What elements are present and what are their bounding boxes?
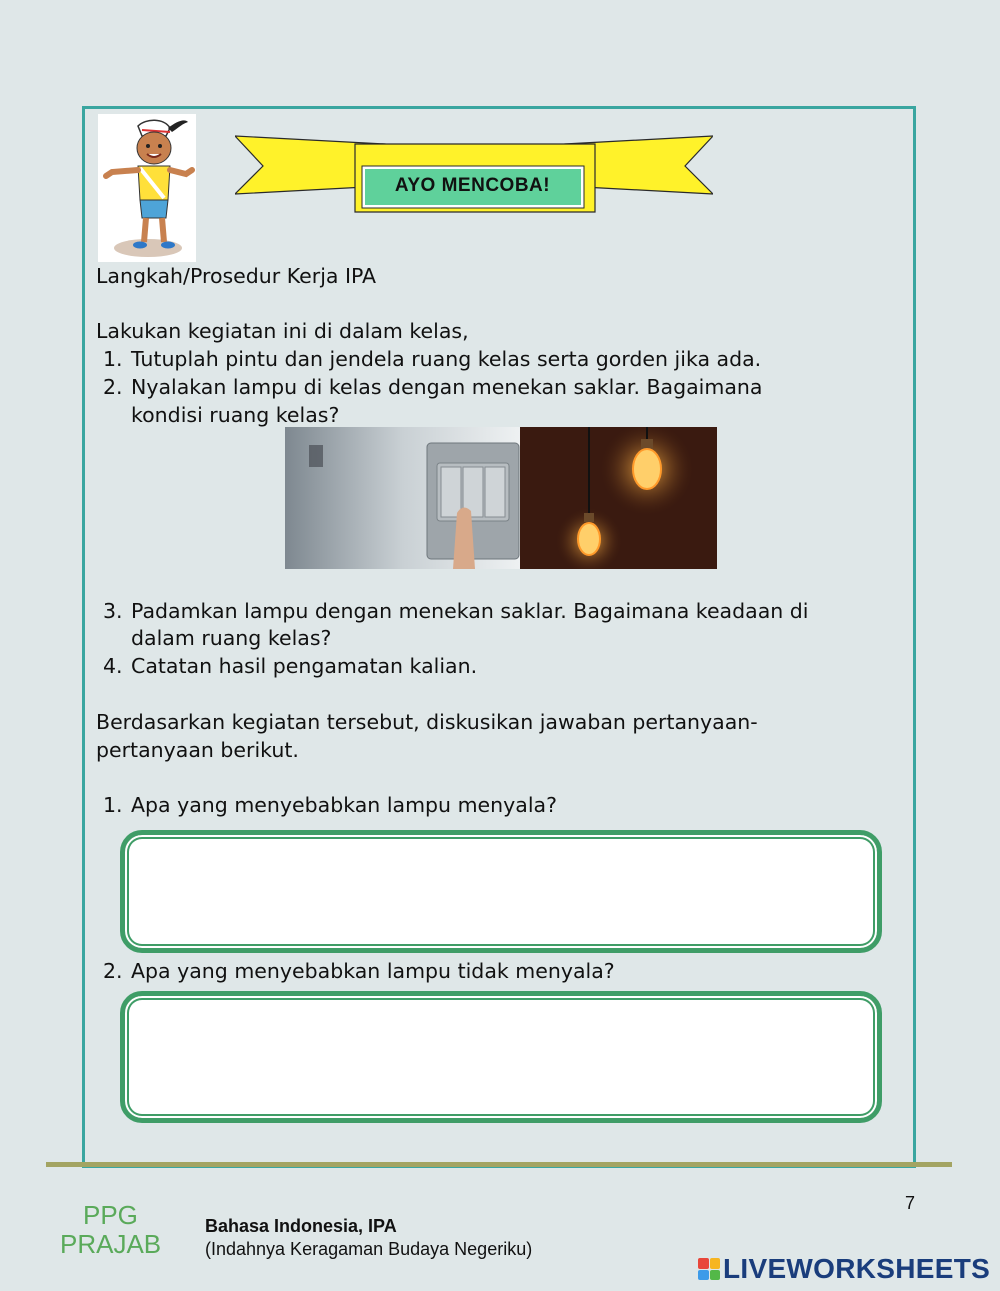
step-number: 3. — [103, 599, 123, 623]
liveworksheets-mark-icon — [698, 1258, 720, 1280]
liveworksheets-logo[interactable] — [698, 1253, 990, 1285]
intro-text: Lakukan kegiatan ini di dalam kelas, — [96, 319, 469, 343]
subject-label: Bahasa Indonesia, IPA — [205, 1216, 397, 1236]
banner-label: AYO MENCOBA! — [394, 175, 551, 196]
mascot-illustration — [98, 114, 196, 262]
theme-label: (Indahnya Keragaman Budaya Negeriku) — [205, 1239, 533, 1259]
footer-divider — [46, 1162, 952, 1167]
page-number: 7 — [905, 1193, 916, 1213]
question-text: Apa yang menyebabkan lampu tidak menyala? — [131, 959, 615, 983]
step-number: 4. — [103, 654, 123, 678]
step-text: Tutuplah pintu dan jendela ruang kelas serta gorden jika ada. — [131, 347, 762, 371]
question-number: 2. — [103, 959, 123, 983]
step-number: 1. — [103, 347, 123, 371]
step-text-continued: kondisi ruang kelas? — [131, 403, 340, 427]
step-text: Padamkan lampu dengan menekan saklar. Bagaimana keadaan di — [131, 599, 809, 623]
step-text-continued: dalam ruang kelas? — [131, 626, 332, 650]
discussion-text: Berdasarkan kegiatan tersebut, diskusikan jawaban pertanyaan- — [96, 710, 758, 734]
answer-input-2[interactable] — [120, 991, 882, 1123]
mark-tile — [698, 1270, 709, 1281]
answer-input-1[interactable] — [120, 830, 882, 953]
mark-tile — [698, 1258, 709, 1269]
mark-tile — [710, 1258, 721, 1269]
question-text: Apa yang menyebabkan lampu menyala? — [131, 793, 557, 817]
step-text: Catatan hasil pengamatan kalian. — [131, 654, 478, 678]
page-heading: Langkah/Prosedur Kerja IPA — [96, 264, 377, 288]
ppg-label: PPG — [83, 1200, 138, 1230]
step-text: Nyalakan lampu di kelas dengan menekan saklar. Bagaimana — [131, 375, 763, 399]
prajab-label: PRAJAB — [60, 1229, 162, 1259]
step-number: 2. — [103, 375, 123, 399]
liveworksheets-brand: LIVEWORKSHEETS — [723, 1253, 991, 1284]
discussion-text-continued: pertanyaan berikut. — [96, 738, 299, 762]
light-switch-and-bulbs-photo — [285, 427, 717, 569]
question-number: 1. — [103, 793, 123, 817]
mark-tile — [710, 1270, 721, 1281]
